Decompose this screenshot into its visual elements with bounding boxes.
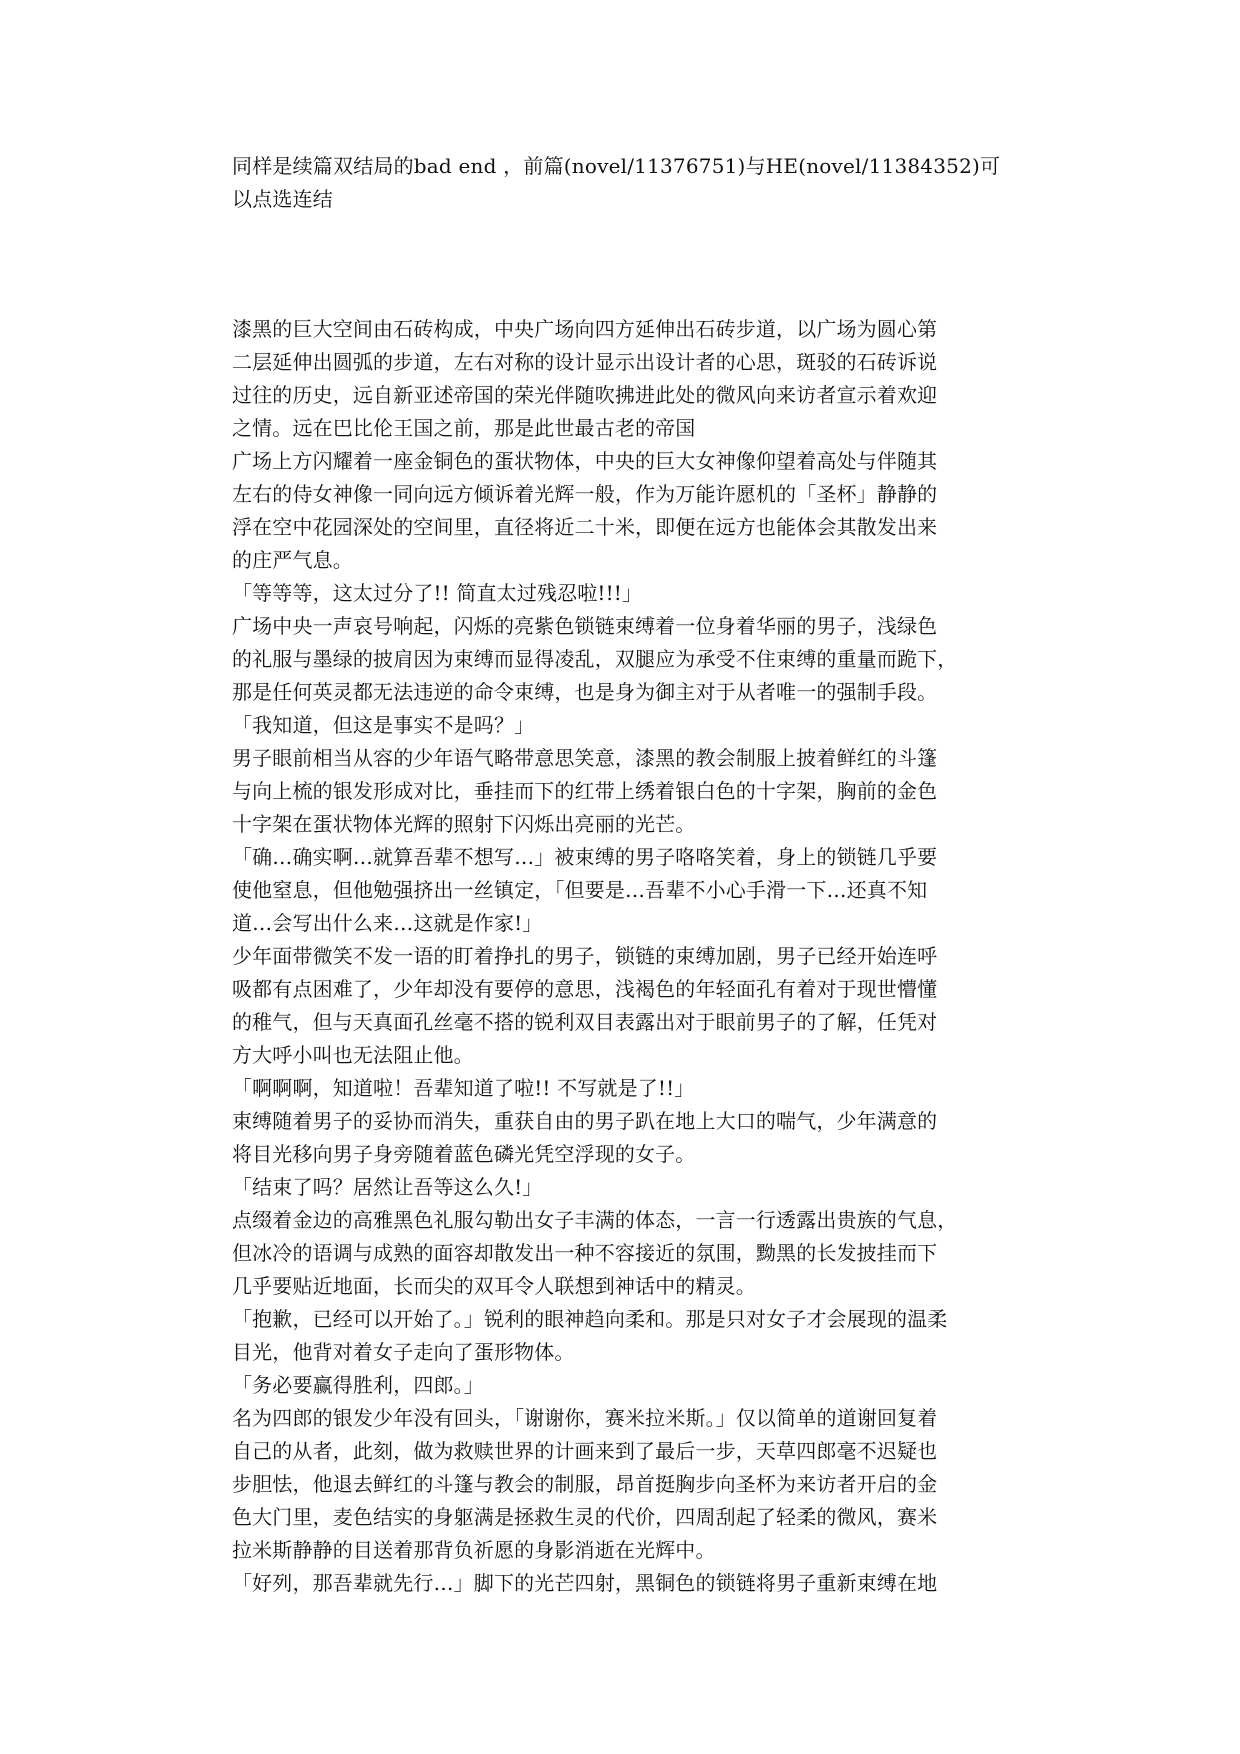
body-line: 几乎要贴近地面，长而尖的双耳令人联想到神话中的精灵。 — [232, 1274, 756, 1298]
dialogue-line: 「务必要赢得胜利，四郎。」 — [232, 1373, 484, 1397]
dialogue-line: 「确…确实啊…就算吾辈不想写…」被束缚的男子咯咯笑着，身上的锁链几乎要 — [232, 845, 938, 869]
body-line: 过往的历史，远自新亚述帝国的荣光伴随吹拂进此处的微风向来访者宣示着欢迎 — [232, 383, 938, 407]
dialogue-line: 「好列，那吾辈就先行…」脚下的光芒四射，黑铜色的锁链将男子重新束缚在地 — [232, 1571, 938, 1595]
body-line: 的稚气，但与天真面孔丝毫不搭的锐利双目表露出对于眼前男子的了解，任凭对 — [232, 1010, 938, 1034]
body-line: 与向上梳的银发形成对比，垂挂而下的红带上绣着银白色的十字架，胸前的金色 — [232, 779, 938, 803]
dialogue-line: 「抱歉，已经可以开始了。」锐利的眼神趋向柔和。那是只对女子才会展现的温柔 — [232, 1307, 948, 1331]
body-line: 将目光移向男子身旁随着蓝色磷光凭空浮现的女子。 — [232, 1142, 696, 1166]
dialogue-line: 「结束了吗？居然让吾等这么久!」 — [232, 1175, 543, 1199]
body-line: 广场中央一声哀号响起，闪烁的亮紫色锁链束缚着一位身着华丽的男子，浅绿色 — [232, 614, 938, 638]
body-line: 但冰冷的语调与成熟的面容却散发出一种不容接近的氛围，黝黑的长发披挂而下 — [232, 1241, 938, 1265]
body-line: 吸都有点困难了，少年却没有要停的意思，浅褐色的年轻面孔有着对于现世懵懂 — [232, 977, 938, 1001]
body-line: 拉米斯静静的目送着那背负祈愿的身影消逝在光辉中。 — [232, 1538, 716, 1562]
body-line: 的礼服与墨绿的披肩因为束缚而显得凌乱，双腿应为承受不住束缚的重量而跪下， — [232, 647, 958, 671]
body-line: 名为四郎的银发少年没有回头，「谢谢你，赛米拉米斯。」仅以简单的道谢回复着 — [232, 1406, 938, 1430]
body-line: 点缀着金边的高雅黑色礼服勾勒出女子丰满的体态，一言一行透露出贵族的气息， — [232, 1208, 958, 1232]
dialogue-line: 「等等等，这太过分了!! 简直太过残忍啦!!!」 — [232, 581, 643, 605]
body-line: 十字架在蛋状物体光辉的照射下闪烁出亮丽的光芒。 — [232, 812, 696, 836]
intro-line: 以点选连结 — [232, 187, 333, 211]
body-line: 目光，他背对着女子走向了蛋形物体。 — [232, 1340, 575, 1364]
body-line: 漆黑的巨大空间由石砖构成，中央广场向四方延伸出石砖步道，以广场为圆心第 — [232, 317, 938, 341]
body-line: 自己的从者，此刻，做为救赎世界的计画来到了最后一步，天草四郎毫不迟疑也 — [232, 1439, 938, 1463]
body-line: 方大呼小叫也无法阻止他。 — [232, 1043, 474, 1067]
body-line: 那是任何英灵都无法违逆的命令束缚，也是身为御主对于从者唯一的强制手段。 — [232, 680, 938, 704]
body-line: 男子眼前相当从容的少年语气略带意思笑意，漆黑的教会制服上披着鲜红的斗篷 — [232, 746, 938, 770]
body-line: 步胆怯，他退去鲜红的斗篷与教会的制服，昂首挺胸步向圣杯为来访者开启的金 — [232, 1472, 938, 1496]
body-line: 左右的侍女神像一同向远方倾诉着光辉一般，作为万能许愿机的「圣杯」静静的 — [232, 482, 938, 506]
story-body — [232, 313, 1012, 1600]
body-line: 广场上方闪耀着一座金铜色的蛋状物体，中央的巨大女神像仰望着高处与伴随其 — [232, 449, 938, 473]
intro-note — [232, 150, 1012, 216]
body-line: 少年面带微笑不发一语的盯着挣扎的男子，锁链的束缚加剧，男子已经开始连呼 — [232, 944, 938, 968]
body-line: 道…会写出什么来…这就是作家!」 — [232, 911, 543, 935]
body-line: 使他窒息，但他勉强挤出一丝镇定，「但要是…吾辈不小心手滑一下…还真不知 — [232, 878, 928, 902]
body-line: 之情。远在巴比伦王国之前，那是此世最古老的帝国 — [232, 416, 696, 440]
body-line: 二层延伸出圆弧的步道，左右对称的设计显示出设计者的心思，斑驳的石砖诉说 — [232, 350, 938, 374]
intro-line: 同样是续篇双结局的bad end ，前篇(novel/11376751)与HE(novel/11384352)可 — [232, 154, 1001, 178]
dialogue-line: 「啊啊啊，知道啦！吾辈知道了啦!! 不写就是了!!」 — [232, 1076, 695, 1100]
body-line: 浮在空中花园深处的空间里，直径将近二十米，即便在远方也能体会其散发出来 — [232, 515, 938, 539]
dialogue-line: 「我知道，但这是事实不是吗？」 — [232, 713, 535, 737]
body-line: 束缚随着男子的妥协而消失，重获自由的男子趴在地上大口的喘气，少年满意的 — [232, 1109, 938, 1133]
body-line: 的庄严气息。 — [232, 548, 353, 572]
body-line: 色大门里，麦色结实的身躯满是拯救生灵的代价，四周刮起了轻柔的微风，赛米 — [232, 1505, 938, 1529]
